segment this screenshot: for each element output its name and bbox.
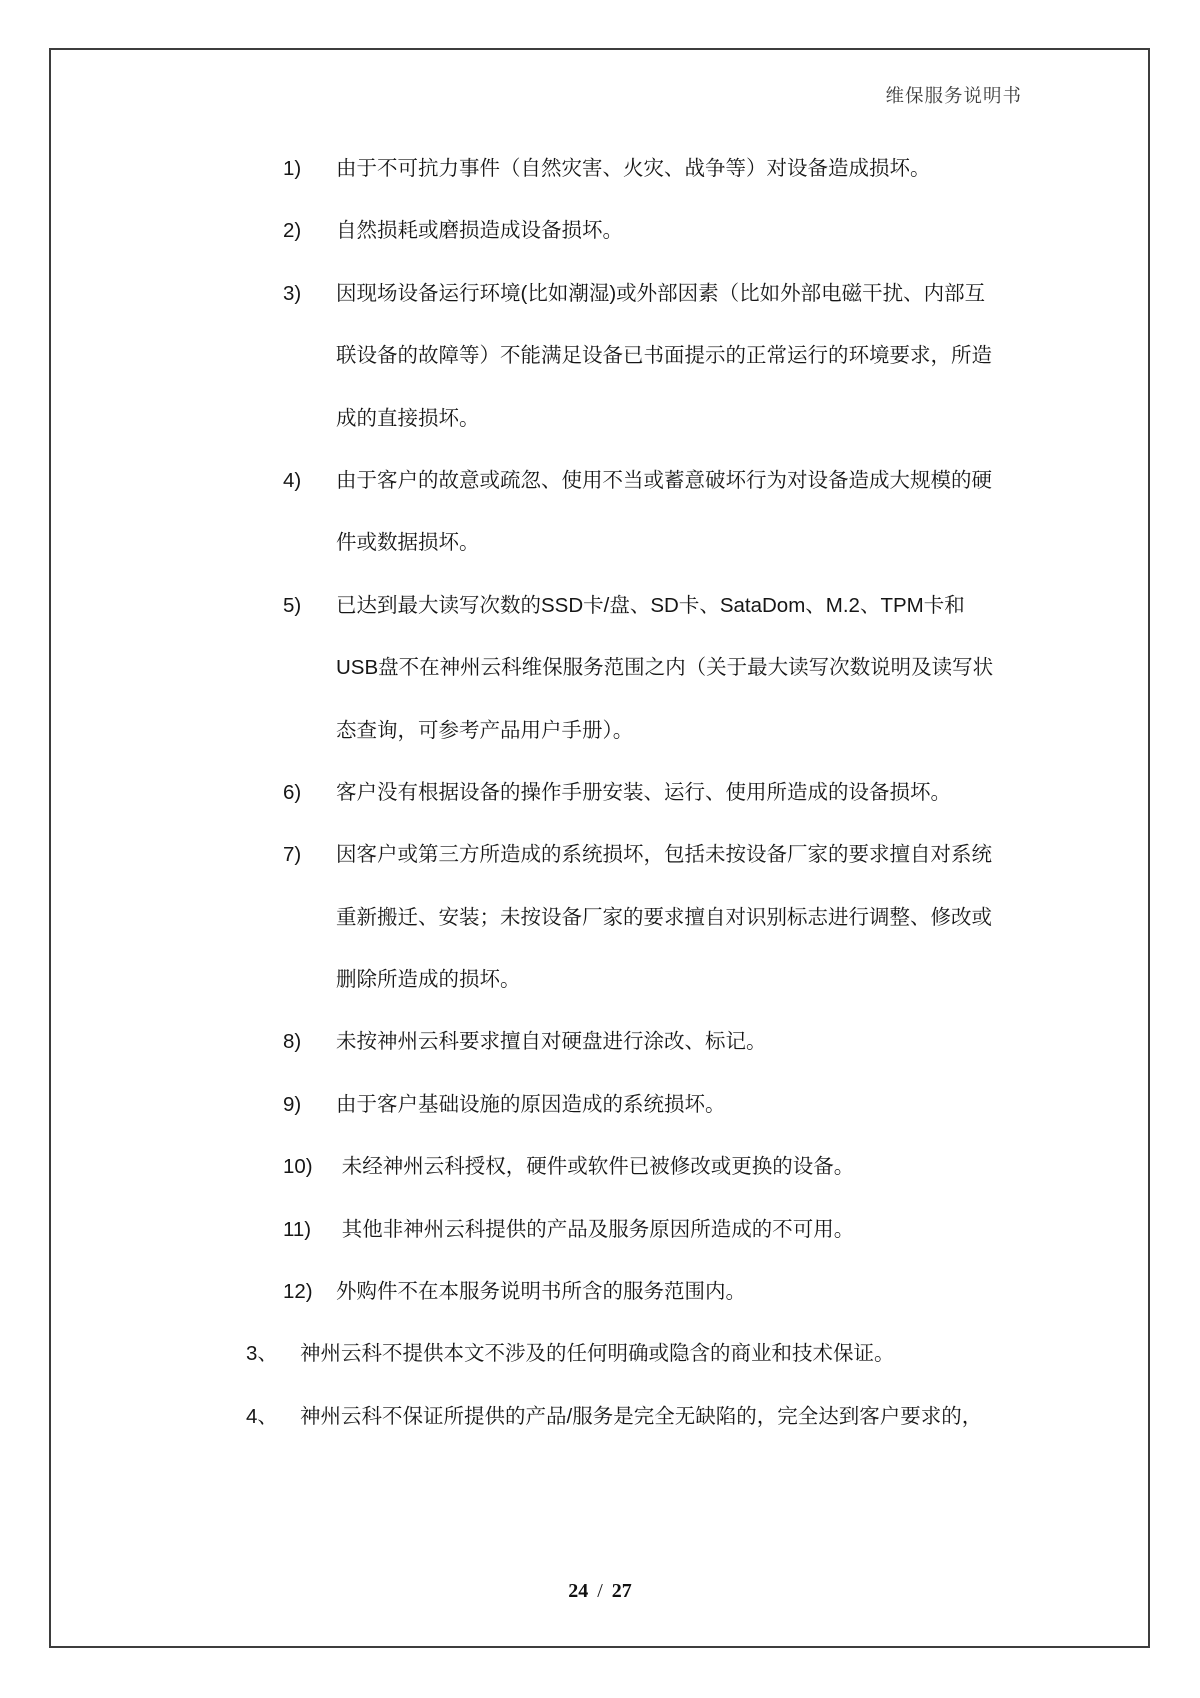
footer-page-total: 27 [611,1580,632,1602]
header-title: 维保服务说明书 [885,87,1022,107]
list-item-marker: 11) [283,1217,312,1241]
list-item-text: 态查询，可参考产品用户手册）。 [336,718,634,742]
list-item-line [0,762,1200,824]
list-item-line [0,325,1200,387]
list-item-text: 删除所造成的损坏。 [336,968,521,992]
list-item-text: 件或数据损坏。 [336,531,480,555]
footer-page-current: 24 [568,1580,589,1602]
document-body [0,138,1200,1448]
list-item-text: 未经神州云科授权，硬件或软件已被修改或更换的设备。 [336,1155,855,1179]
list-item-line [0,824,1200,886]
list-item-text: 重新搬迁、安装；未按设备厂家的要求擅自对识别标志进行调整、修改或 [336,905,992,929]
list-item-marker: 5) [283,593,302,617]
list-item-text: 未按神州云科要求擅自对硬盘进行涂改、标记。 [336,1030,767,1054]
list-item-line [0,575,1200,637]
list-item-line [0,1323,1200,1385]
list-item-text: 因现场设备运行环境(比如潮湿)或外部因素（比如外部电磁干扰、内部互 [336,281,986,305]
page-header [0,82,1022,108]
list-item-line [0,1261,1200,1323]
list-item-line [0,1199,1200,1261]
list-item-line [0,388,1200,450]
list-item-marker: 3、 [246,1342,278,1366]
list-item-marker: 8) [283,1030,302,1054]
list-item-line [0,1136,1200,1198]
page-footer [0,1580,1200,1603]
list-item-line [0,1074,1200,1136]
list-item-marker: 2) [283,219,302,243]
list-item-text: 已达到最大读写次数的SSD卡/盘、SD卡、SataDom、M.2、TPM卡和 [336,593,965,617]
list-item-text: 客户没有根据设备的操作手册安装、运行、使用所造成的设备损坏。 [336,780,951,804]
list-item-text: 神州云科不提供本文不涉及的任何明确或隐含的商业和技术保证。 [300,1342,895,1366]
list-item-text: 联设备的故障等）不能满足设备已书面提示的正常运行的环境要求，所造 [336,344,992,368]
list-item-line [0,887,1200,949]
list-item-marker: 4) [283,468,302,492]
list-item-line [0,637,1200,699]
list-item-text: 因客户或第三方所造成的系统损坏，包括未按设备厂家的要求擅自对系统 [336,843,992,867]
footer-page-separator: / [597,1580,603,1602]
list-item-text: 由于客户基础设施的原因造成的系统损坏。 [336,1092,726,1116]
list-item-text: USB盘不在神州云科维保服务范围之内（关于最大读写次数说明及读写状 [336,656,994,680]
list-item-marker: 7) [283,843,302,867]
list-item-line [0,1386,1200,1448]
list-item-marker: 4、 [246,1404,278,1428]
list-item-text: 外购件不在本服务说明书所含的服务范围内。 [336,1280,746,1304]
list-item-line [0,700,1200,762]
list-item-text: 由于不可抗力事件（自然灾害、火灾、战争等）对设备造成损坏。 [336,157,931,180]
list-item-marker: 9) [283,1092,302,1116]
list-item-line [0,1011,1200,1073]
list-item-line [0,263,1200,325]
list-item-marker: 12) [283,1280,313,1304]
list-item-line [0,138,1200,200]
list-item-line [0,512,1200,574]
list-item-text: 由于客户的故意或疏忽、使用不当或蓄意破坏行为对设备造成大规模的硬 [336,468,992,492]
list-item-line [0,450,1200,512]
list-item-text: 自然损耗或磨损造成设备损坏。 [336,219,623,243]
list-item-line [0,200,1200,262]
list-item-marker: 10) [283,1155,313,1179]
list-item-text: 神州云科不保证所提供的产品/服务是完全无缺陷的，完全达到客户要求的， [300,1404,983,1428]
list-item-marker: 6) [283,780,302,804]
list-item-text: 其他非神州云科提供的产品及服务原因所造成的不可用。 [336,1217,855,1241]
list-item-marker: 1) [283,157,302,180]
list-item-text: 成的直接损坏。 [336,406,480,430]
list-item-line [0,949,1200,1011]
list-item-marker: 3) [283,281,302,305]
